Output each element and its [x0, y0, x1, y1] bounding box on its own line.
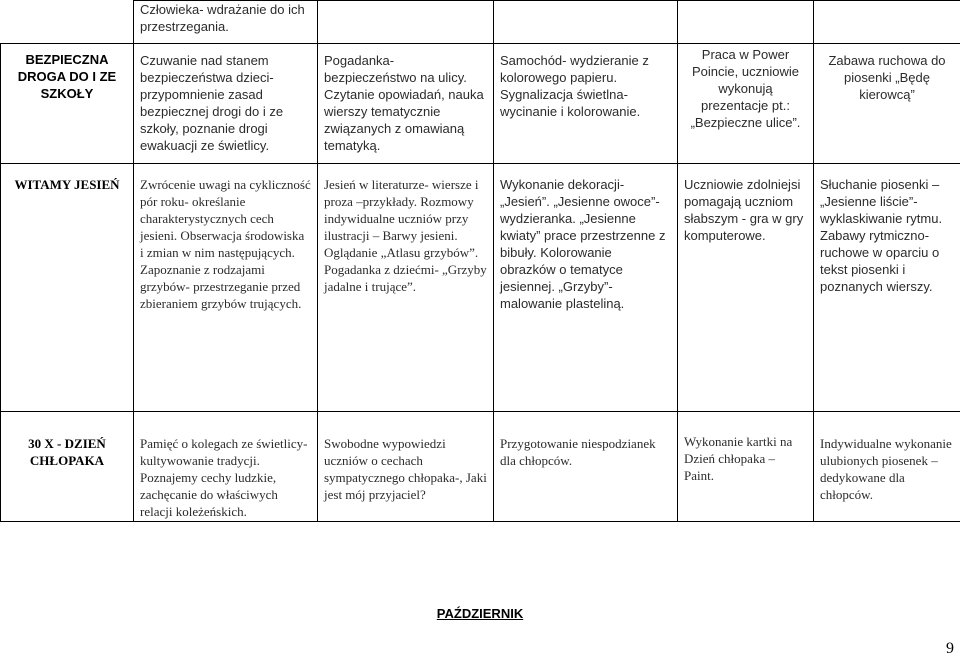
art-cell: Przygotowanie niespodzianek dla chłopców. — [494, 412, 678, 522]
theme-cell: 30 X - DZIEŃ CHŁOPAKA — [1, 412, 134, 522]
theme-cell: BEZPIECZNA DROGA DO I ZE SZKOŁY — [1, 44, 134, 164]
computer-cell — [678, 1, 814, 44]
music-cell — [814, 1, 960, 44]
art-cell: Wykonanie dekoracji-„Jesień”. „Jesienne owoce”- wydzieranka. „Jesienne kwiaty” prace przestrzenne z bibuły. Kolorowanie obrazków o tematyce jesiennej. „Grzyby”- malowanie plasteliną. — [494, 164, 678, 412]
music-cell: Słuchanie piosenki – „Jesienne liście”- wyklaskiwanie rytmu. Zabawy rytmiczno-ruchowe w oparciu o tekst piosenki i poznanych wierszy. — [814, 164, 960, 412]
computer-cell: Uczniowie zdolniejsi pomagają uczniom słabszym - gra w gry komputerowe. — [678, 164, 814, 412]
theme-cell — [1, 1, 134, 44]
activities-cell — [318, 1, 494, 44]
art-cell: Samochód- wydzieranie z kolorowego papieru. Sygnalizacja świetlna- wycinanie i kolorowanie. — [494, 44, 678, 164]
page-number: 9 — [946, 640, 954, 657]
activities-cell: Jesień w literaturze- wiersze i proza –przykłady. Rozmowy indywidualne uczniów przy ilustracji – Barwy jesieni. Oglądanie „Atlasu grzybów”. Pogadanka z dziećmi- „Grzyby jadalne i trujące”. — [318, 164, 494, 412]
table-row — [1, 164, 960, 412]
music-cell: Indywidualne wykonanie ulubionych piosenek – dedykowane dla chłopców. — [814, 412, 960, 522]
goals-cell: Człowieka- wdrażanie do ich przestrzegania. — [134, 1, 318, 44]
goals-cell: Czuwanie nad stanem bezpieczeństwa dzieci- przypomnienie zasad bezpiecznej drogi do i ze szkoły, poznanie drogi ewakuacji ze świetlicy. — [134, 44, 318, 164]
art-cell — [494, 1, 678, 44]
month-heading: PAŹDZIERNIK — [436, 606, 524, 621]
music-cell: Zabawa ruchowa do piosenki „Będę kierowcą” — [814, 44, 960, 164]
goals-cell: Pamięć o kolegach ze świetlicy- kultywowanie tradycji. Poznajemy cechy ludzkie, zachęcanie do właściwych relacji koleżeńskich. — [134, 412, 318, 522]
activities-cell: Pogadanka- bezpieczeństwo na ulicy. Czytanie opowiadań, nauka wierszy tematycznie związanych z omawianą tematyką. — [318, 44, 494, 164]
table-row — [1, 412, 960, 522]
theme-cell: WITAMY JESIEŃ — [1, 164, 134, 412]
goals-cell: Zwrócenie uwagi na cykliczność pór roku- określanie charakterystycznych cech jesieni. Obserwacja środowiska i zmian w nim następujących. Zapoznanie z rodzajami grzybów- przestrzeganie przed zbieraniem grzybów trujących. — [134, 164, 318, 412]
table-row — [1, 44, 960, 164]
computer-cell: Praca w Power Poincie, uczniowie wykonują prezentacje pt.: „Bezpieczne ulice”. — [678, 44, 814, 164]
table-row — [1, 1, 960, 44]
computer-cell: Wykonanie kartki na Dzień chłopaka – Paint. — [678, 412, 814, 522]
activities-cell: Swobodne wypowiedzi uczniów o cechach sympatycznego chłopaka-, Jaki jest mój przyjaciel? — [318, 412, 494, 522]
